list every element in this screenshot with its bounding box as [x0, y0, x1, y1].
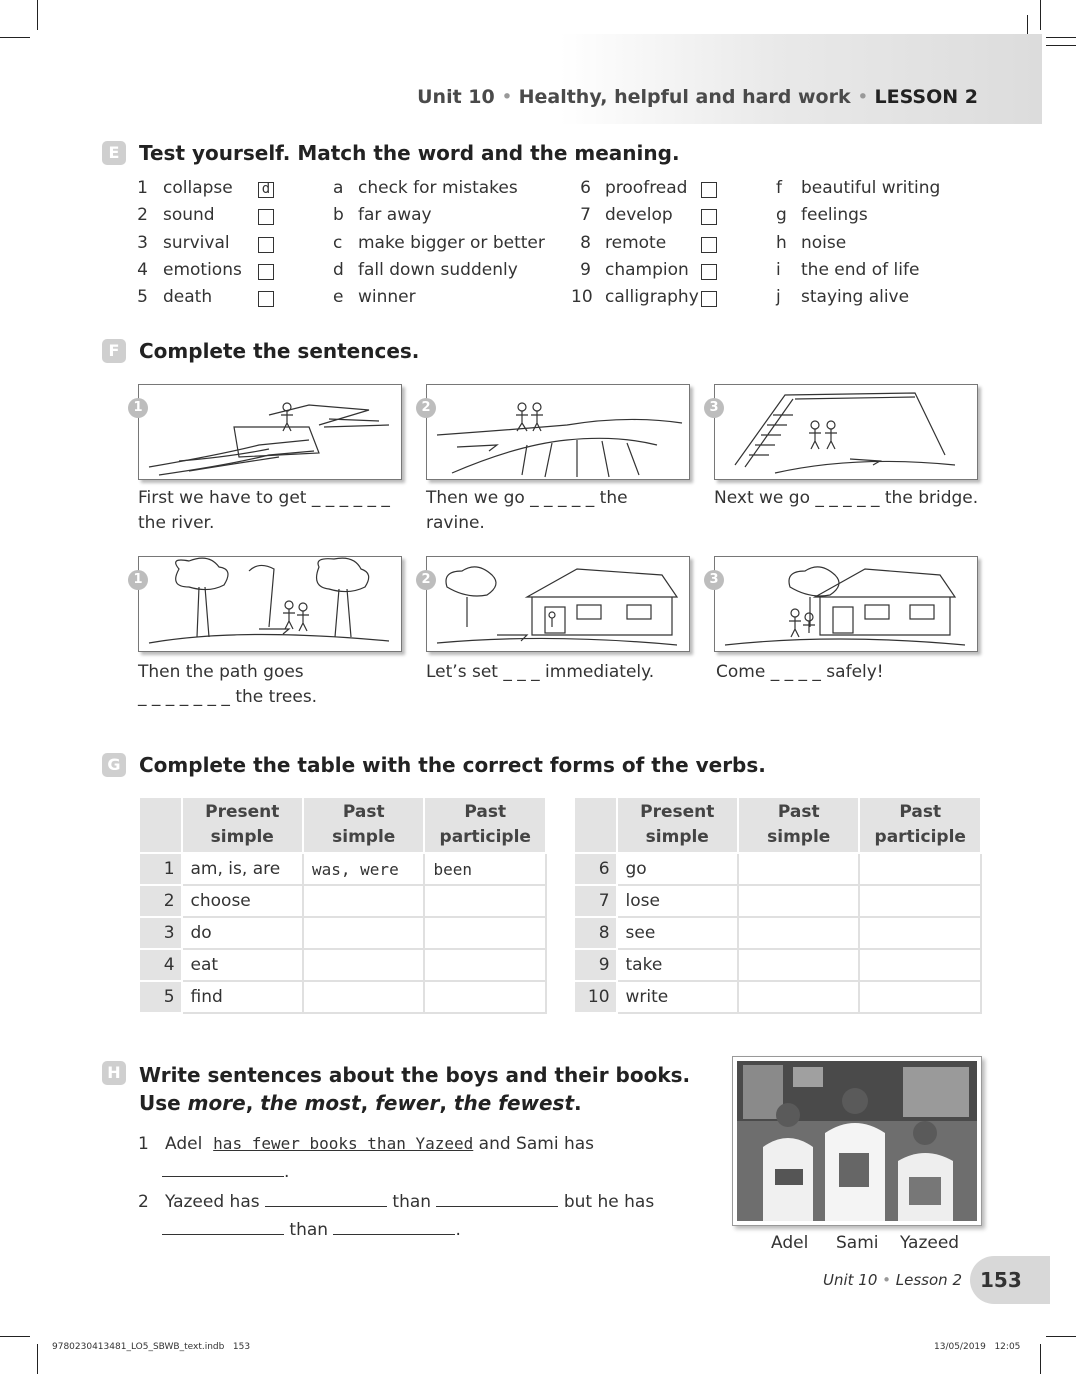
caption: [426, 660, 686, 685]
table-row: [574, 853, 981, 885]
header-band: [560, 34, 1042, 124]
present-cell: lose: [617, 885, 738, 917]
table-header-participle: [859, 797, 981, 853]
header-line: Past: [342, 802, 385, 822]
header-line: simple: [210, 827, 274, 847]
present-cell: see: [617, 917, 738, 949]
section-g-badge: G: [102, 753, 126, 777]
table-header-row: [574, 797, 981, 853]
match-row: [0, 178, 740, 202]
answer-box[interactable]: [701, 182, 717, 198]
handwritten-answer[interactable]: has fewer books than Yazeed: [213, 1134, 474, 1153]
header-line: participle: [439, 827, 531, 847]
row-number: 8: [574, 917, 617, 949]
item-text: but he has: [563, 1192, 655, 1212]
crop-mark: [37, 0, 38, 30]
item-text: Yazeed has: [165, 1192, 260, 1212]
answer-box[interactable]: [701, 237, 717, 253]
footer-lesson-label: Lesson 2: [895, 1271, 962, 1289]
word: proofread: [605, 178, 688, 198]
crop-mark: [1046, 1336, 1076, 1337]
meaning-text: the end of life: [801, 260, 920, 280]
row-number: 5: [139, 981, 182, 1013]
crop-mark: [1040, 0, 1041, 30]
word-number: 7: [580, 205, 591, 225]
meaning-text: winner: [358, 287, 416, 307]
crop-mark: [1040, 1344, 1041, 1374]
picture-number: 1: [128, 570, 148, 590]
section-f-title: Complete the sentences.: [139, 339, 420, 363]
meaning-letter: i: [776, 260, 781, 280]
table-header-present: [617, 797, 738, 853]
boys-photo: [732, 1056, 982, 1226]
item-text: than: [289, 1220, 329, 1240]
trees-illustration: [138, 556, 402, 652]
header-line: Past: [899, 802, 942, 822]
word-number: 9: [580, 260, 591, 280]
title-keyword: the most: [260, 1091, 361, 1115]
picture-number: 2: [416, 570, 436, 590]
item-text: than: [392, 1192, 432, 1212]
answer-line[interactable]: [162, 1176, 284, 1177]
item-text: and Sami has: [478, 1134, 595, 1154]
table-row: [574, 949, 981, 981]
footer-unit: Unit 10: [823, 1271, 878, 1289]
caption-line: _ _ _ _ _ _ _ the trees.: [138, 687, 318, 707]
meaning-row: [776, 178, 941, 198]
picture-number: 3: [704, 570, 724, 590]
header-line: simple: [332, 827, 396, 847]
meaning-text: noise: [801, 233, 847, 253]
meaning-letter: b: [333, 205, 344, 225]
present-cell: do: [182, 917, 303, 949]
print-file-slug: 9780230413481_LO5_SBWB_text.indb 153: [52, 1342, 251, 1352]
word-number: 10: [571, 287, 593, 307]
answer-box[interactable]: d: [258, 182, 274, 198]
caption-line: the river.: [138, 513, 215, 533]
photo-label-sami: Sami: [836, 1233, 879, 1253]
caption: [426, 486, 686, 536]
header-unit: Unit 10: [417, 86, 495, 108]
meaning-text: beautiful writing: [801, 178, 941, 198]
table-header-blank: [139, 797, 182, 853]
participle-cell[interactable]: [424, 917, 546, 949]
table-row: [139, 885, 546, 917]
photo-image: [733, 1057, 981, 1225]
answer-line[interactable]: [162, 1234, 284, 1235]
past-cell[interactable]: [303, 949, 424, 981]
word: survival: [163, 233, 230, 253]
header-line: simple: [767, 827, 831, 847]
participle-cell[interactable]: [424, 981, 546, 1013]
row-number: 2: [139, 885, 182, 917]
present-cell: write: [617, 981, 738, 1013]
bridge-illustration: [714, 384, 978, 480]
answer-line[interactable]: [333, 1234, 455, 1235]
word-number: 2: [137, 205, 148, 225]
item-number: 2: [138, 1192, 149, 1212]
word-number: 5: [137, 287, 148, 307]
row-number: 1: [139, 853, 182, 885]
answer-line[interactable]: [265, 1206, 387, 1207]
caption: [138, 486, 398, 536]
caption-line: Next we go _ _ _ _ _ the bridge.: [714, 488, 979, 508]
title-line: [139, 1089, 690, 1117]
title-text: Use: [139, 1091, 188, 1115]
exercise-item-2: [138, 1188, 718, 1244]
meaning-row: [776, 260, 920, 280]
crop-mark: [1046, 45, 1076, 46]
table-header-past: [738, 797, 859, 853]
participle-cell[interactable]: [859, 981, 981, 1013]
word: develop: [605, 205, 673, 225]
past-cell[interactable]: [303, 917, 424, 949]
match-row: [0, 205, 740, 229]
item-text: Adel: [165, 1134, 203, 1154]
picture-number: 2: [416, 398, 436, 418]
meaning-letter: c: [333, 233, 343, 253]
running-header: Unit 10 • Healthy, helpful and hard work • LESSON 2: [417, 86, 978, 108]
title-keyword: the fewest: [453, 1091, 575, 1115]
table-header-present: [182, 797, 303, 853]
meaning-text: far away: [358, 205, 432, 225]
section-f-badge: F: [102, 339, 126, 363]
row-number: 3: [139, 917, 182, 949]
past-cell[interactable]: [738, 949, 859, 981]
row-number: 9: [574, 949, 617, 981]
meaning-text: check for mistakes: [358, 178, 518, 198]
header-line: Present: [640, 802, 715, 822]
past-cell[interactable]: [303, 981, 424, 1013]
verb-table-right: [573, 796, 982, 1014]
house-illustration: [426, 556, 690, 652]
participle-cell[interactable]: [424, 885, 546, 917]
header-line: Past: [777, 802, 820, 822]
picture-number: 3: [704, 398, 724, 418]
meaning-text: feelings: [801, 205, 868, 225]
meaning-text: fall down suddenly: [358, 260, 518, 280]
table-row: [139, 981, 546, 1013]
header-line: participle: [874, 827, 966, 847]
participle-cell[interactable]: [859, 917, 981, 949]
print-date-slug: 13/05/2019 12:05: [934, 1342, 1021, 1352]
caption-line: First we have to get _ _ _ _ _ _: [138, 488, 390, 508]
caption-line: Then the path goes: [138, 662, 304, 682]
title-line: Write sentences about the boys and their books.: [139, 1063, 691, 1087]
ravine-illustration: [426, 384, 690, 480]
title-keyword: fewer: [375, 1091, 440, 1115]
caption-line: Come _ _ _ _ safely!: [716, 662, 884, 682]
answer-box[interactable]: [701, 209, 717, 225]
row-number: 7: [574, 885, 617, 917]
row-number: 6: [574, 853, 617, 885]
word: calligraphy: [605, 287, 699, 307]
present-cell: eat: [182, 949, 303, 981]
match-row: [0, 260, 740, 284]
meaning-letter: f: [776, 178, 782, 198]
caption: [714, 486, 1004, 511]
table-row: [139, 949, 546, 981]
title-text: ,: [245, 1091, 261, 1115]
footer-lesson: Unit 10 • Lesson 2: [823, 1271, 962, 1289]
meaning-letter: j: [776, 287, 781, 307]
header-line: simple: [645, 827, 709, 847]
caption: [138, 660, 398, 710]
word: remote: [605, 233, 667, 253]
title-text: ,: [360, 1091, 376, 1115]
word: death: [163, 287, 213, 307]
caption-line: Then we go _ _ _ _ _ the ravine.: [426, 488, 628, 533]
picture-number: 1: [128, 398, 148, 418]
caption: [716, 660, 976, 685]
table-row: [139, 917, 546, 949]
house-arrival-illustration: [714, 556, 978, 652]
meaning-letter: h: [776, 233, 787, 253]
participle-cell[interactable]: [859, 949, 981, 981]
caption-line: Let’s set _ _ _ immediately.: [426, 662, 655, 682]
table-header-participle: [424, 797, 546, 853]
past-cell[interactable]: [738, 853, 859, 885]
participle-cell[interactable]: [859, 885, 981, 917]
table-row: [574, 917, 981, 949]
table-row: [139, 853, 546, 885]
match-row: [0, 233, 740, 257]
meaning-letter: d: [333, 260, 344, 280]
item-text: .: [455, 1220, 461, 1240]
past-cell[interactable]: was, were: [303, 853, 424, 885]
word-number: 4: [137, 260, 148, 280]
past-cell[interactable]: [303, 885, 424, 917]
table-header-blank: [574, 797, 617, 853]
row-number: 10: [574, 981, 617, 1013]
meaning-text: make bigger or better: [358, 233, 545, 253]
past-cell[interactable]: [738, 981, 859, 1013]
past-cell[interactable]: [738, 917, 859, 949]
meaning-row: [776, 205, 868, 225]
past-cell[interactable]: [738, 885, 859, 917]
section-g-title: Complete the table with the correct forms of the verbs.: [139, 753, 766, 777]
header-line: Present: [205, 802, 280, 822]
word-number: 6: [580, 178, 591, 198]
crop-mark: [37, 1344, 38, 1374]
page-number: 153: [980, 1268, 1022, 1292]
answer-box[interactable]: [701, 264, 717, 280]
present-cell: am, is, are: [182, 853, 303, 885]
table-row: [574, 981, 981, 1013]
section-e-badge: E: [102, 141, 126, 165]
meaning-text: staying alive: [801, 287, 910, 307]
present-cell: choose: [182, 885, 303, 917]
meaning-letter: e: [333, 287, 344, 307]
meaning-row: [776, 233, 847, 253]
word-number: 8: [580, 233, 591, 253]
word: sound: [163, 205, 215, 225]
river-illustration: [138, 384, 402, 480]
word-number: 1: [137, 178, 148, 198]
participle-cell[interactable]: [859, 853, 981, 885]
crop-mark: [1046, 37, 1076, 38]
present-cell: find: [182, 981, 303, 1013]
photo-label-yazeed: Yazeed: [900, 1233, 960, 1253]
word: champion: [605, 260, 689, 280]
header-line: Past: [464, 802, 507, 822]
section-e-title: Test yourself. Match the word and the meaning.: [139, 141, 680, 165]
match-row: [0, 287, 740, 311]
title-keyword: more: [187, 1091, 246, 1115]
header-lesson: LESSON 2: [874, 86, 978, 108]
present-cell: take: [617, 949, 738, 981]
word-number: 3: [137, 233, 148, 253]
verb-table-left: [138, 796, 547, 1014]
table-header-past: [303, 797, 424, 853]
meaning-row: [776, 287, 910, 307]
section-h-badge: H: [102, 1061, 126, 1085]
header-topic: Healthy, helpful and hard work: [518, 86, 851, 108]
item-number: 1: [138, 1134, 149, 1154]
word: emotions: [163, 260, 242, 280]
title-text: ,: [439, 1091, 454, 1115]
participle-cell[interactable]: been: [424, 853, 546, 885]
item-text: .: [284, 1162, 290, 1182]
table-header-row: [139, 797, 546, 853]
answer-line[interactable]: [436, 1206, 558, 1207]
word: collapse: [163, 178, 233, 198]
crop-mark: [0, 37, 30, 38]
present-cell: go: [617, 853, 738, 885]
meaning-letter: g: [776, 205, 787, 225]
table-row: [574, 885, 981, 917]
exercise-item-1: [138, 1130, 698, 1186]
crop-mark: [0, 1336, 30, 1337]
section-h-title: [139, 1061, 690, 1117]
participle-cell[interactable]: [424, 949, 546, 981]
photo-label-adel: Adel: [771, 1233, 809, 1253]
row-number: 4: [139, 949, 182, 981]
meaning-letter: a: [333, 178, 344, 198]
title-text: .: [574, 1091, 582, 1115]
answer-box[interactable]: [701, 291, 717, 307]
